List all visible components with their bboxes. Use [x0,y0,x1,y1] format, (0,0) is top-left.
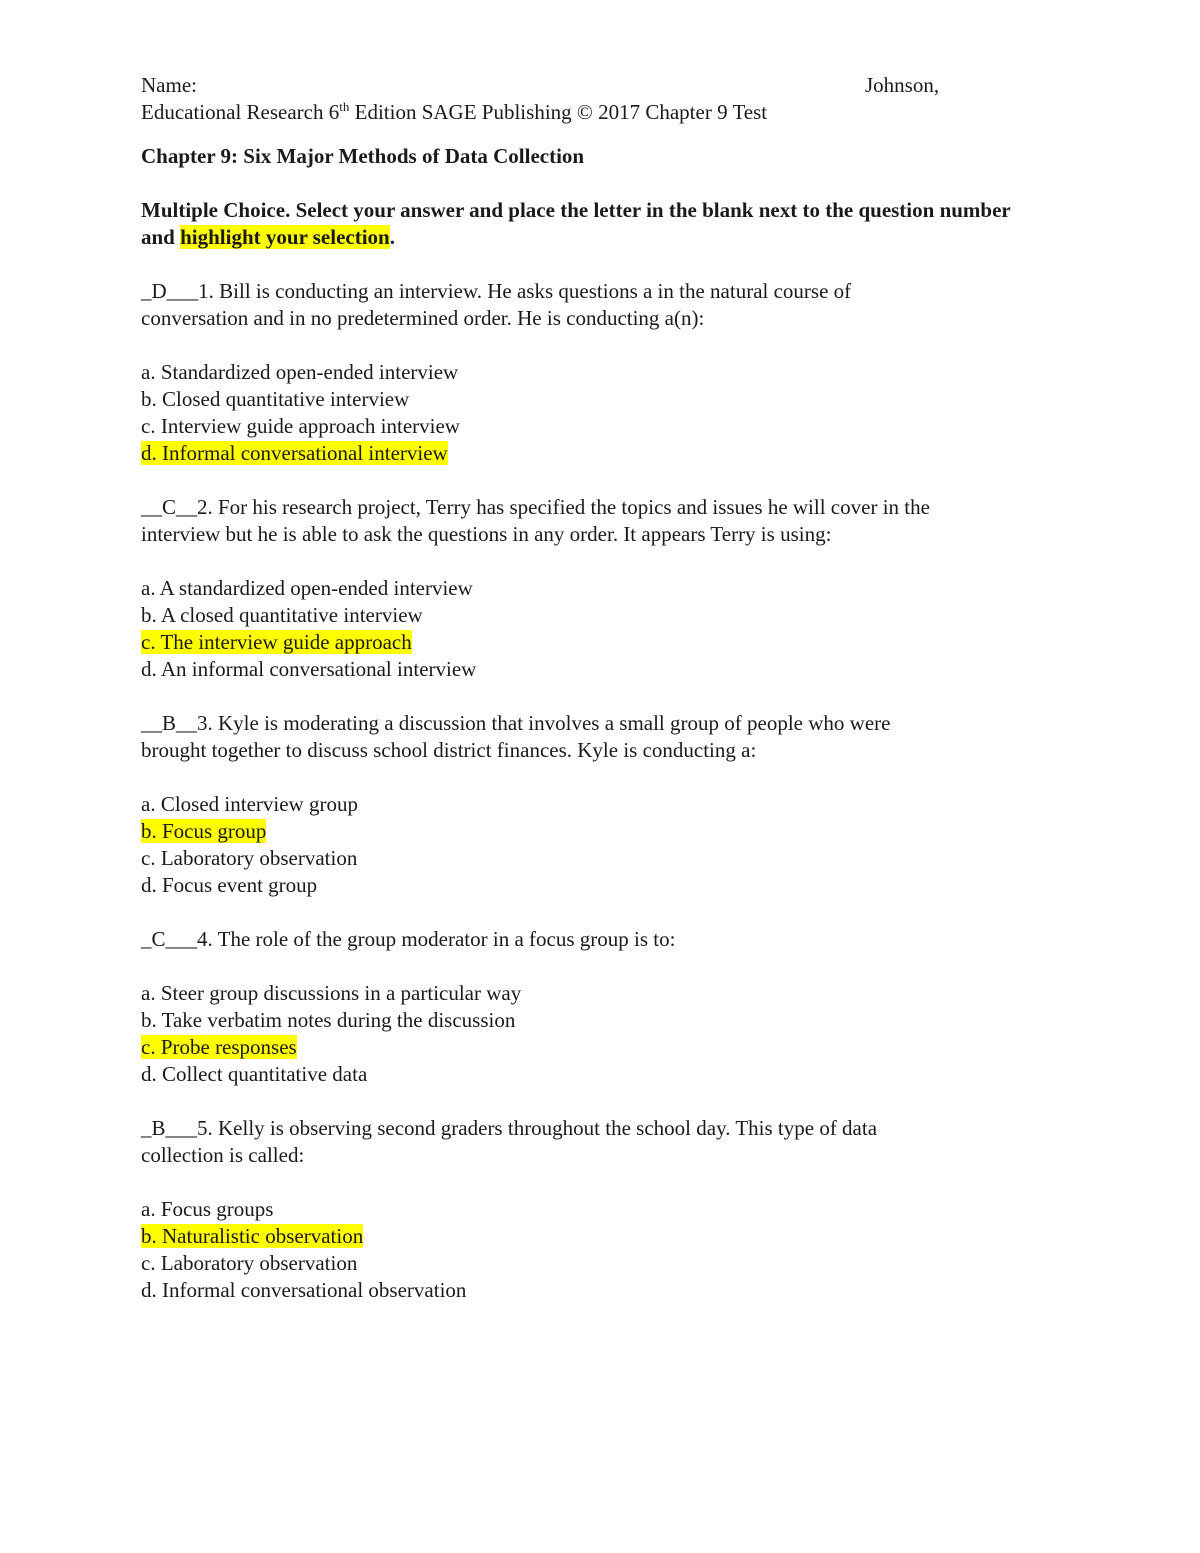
option-b-selected [141,1223,1061,1250]
question-3 [141,710,1061,899]
option-text: d. Focus event group [141,873,318,897]
question-stem-line2: interview but he is able to ask the questions in any order. It appears Terry is using: [141,522,832,546]
question-4 [141,926,1061,1088]
option-text: a. Steer group discussions in a particular way [141,981,522,1005]
question-stem-line1: __C__2. For his research project, Terry has specified the topics and issues he will cover in the [141,495,930,519]
option-text: b. Take verbatim notes during the discussion [141,1008,516,1032]
question-stem-line1: __B__3. Kyle is moderating a discussion that involves a small group of people who were [141,711,891,735]
question-1 [141,278,1061,467]
option-a [141,791,1061,818]
question-stem-line1: _B___5. Kelly is observing second graders throughout the school day. This type of data [141,1116,878,1140]
option-c-selected [141,629,1061,656]
option-c [141,1250,1061,1277]
option-text: c. Laboratory observation [141,1251,358,1275]
option-b-selected [141,818,1061,845]
option-text-highlighted: c. Probe responses [141,1035,297,1059]
question-stem-line2: conversation and in no predetermined order. He is conducting a(n): [141,306,705,330]
question-2 [141,494,1061,683]
option-text: a. Focus groups [141,1197,274,1221]
option-d [141,656,1061,683]
option-text: b. Closed quantitative interview [141,387,410,411]
option-text: c. Interview guide approach interview [141,414,460,438]
option-text-highlighted: b. Naturalistic observation [141,1224,364,1248]
course-line-post: Edition SAGE Publishing © 2017 Chapter 9 Test [349,100,768,124]
question-stem-line2: collection is called: [141,1143,305,1167]
name-label: Name: [141,73,197,97]
option-c [141,845,1061,872]
option-b [141,386,1061,413]
option-d [141,1277,1061,1304]
question-stem-line1: _C___4. The role of the group moderator in a focus group is to: [141,927,676,951]
instructions-text: Multiple Choice. Select your answer and place the letter in the blank next to the question number and [141,198,1011,249]
course-line [141,99,1061,126]
option-text: d. An informal conversational interview [141,657,477,681]
option-a [141,575,1061,602]
option-d-selected [141,440,1061,467]
option-text: b. A closed quantitative interview [141,603,423,627]
option-text: d. Collect quantitative data [141,1062,368,1086]
document-page [141,72,1061,1304]
option-text: a. Standardized open-ended interview [141,360,459,384]
chapter-title: Chapter 9: Six Major Methods of Data Collection [141,144,585,168]
question-stem-line1: _D___1. Bill is conducting an interview. He asks questions a in the natural course of [141,279,852,303]
instructions-end: . [389,225,395,249]
option-text: c. Laboratory observation [141,846,358,870]
option-text: d. Informal conversational observation [141,1278,467,1302]
option-text: a. A standardized open-ended interview [141,576,473,600]
option-c-selected [141,1034,1061,1061]
course-line-pre: Educational Research 6 [141,100,340,124]
option-d [141,1061,1061,1088]
question-stem-line2: brought together to discuss school district finances. Kyle is conducting a: [141,738,757,762]
option-b [141,602,1061,629]
name-row [141,72,1061,99]
option-a [141,1196,1061,1223]
option-text-highlighted: c. The interview guide approach [141,630,412,654]
instructions [141,197,1041,251]
option-text: a. Closed interview group [141,792,358,816]
option-text-highlighted: d. Informal conversational interview [141,441,448,465]
option-a [141,359,1061,386]
option-d [141,872,1061,899]
option-text-highlighted: b. Focus group [141,819,267,843]
course-line-sup: th [339,99,350,114]
instructions-highlight: highlight your selection [180,225,390,249]
option-c [141,413,1061,440]
author-name: Johnson, [865,73,940,97]
question-5 [141,1115,1061,1304]
option-a [141,980,1061,1007]
option-b [141,1007,1061,1034]
